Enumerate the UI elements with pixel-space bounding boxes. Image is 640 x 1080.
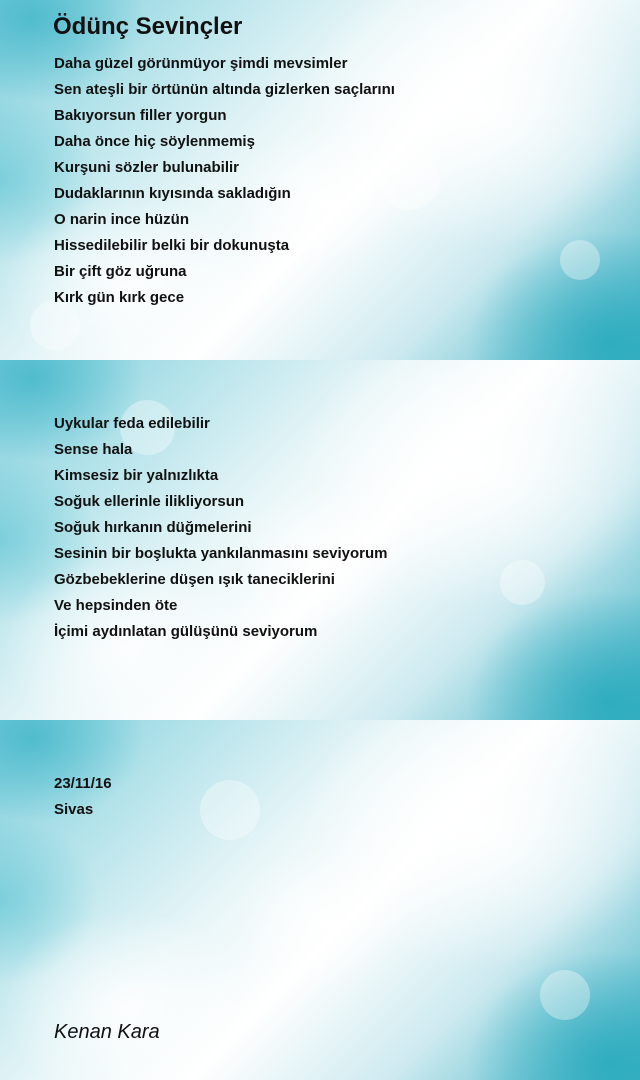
poem-line: Bakıyorsun filler yorgun bbox=[54, 107, 227, 124]
poem-date: 23/11/16 bbox=[54, 775, 112, 792]
bokeh-circle bbox=[540, 970, 590, 1020]
bokeh-circle bbox=[560, 240, 600, 280]
poem-line: Bir çift göz uğruna bbox=[54, 263, 187, 280]
poem-line: Sense hala bbox=[54, 441, 133, 458]
poem-title: Ödünç Sevinçler bbox=[53, 13, 243, 40]
poem-line: Uykular feda edilebilir bbox=[54, 415, 210, 432]
stanza-1 bbox=[54, 51, 395, 311]
poem-line: Soğuk ellerinle ilikliyorsun bbox=[54, 493, 245, 510]
poem-line: Ve hepsinden öte bbox=[54, 597, 178, 614]
poem-line: Sen ateşli bir örtünün altında gizlerken saçlarını bbox=[54, 81, 395, 98]
poem-line: Sesinin bir boşlukta yankılanmasını seviyorum bbox=[54, 545, 388, 562]
stanza-2 bbox=[54, 411, 387, 645]
poem-line: Gözbebeklerine düşen ışık taneciklerini bbox=[54, 571, 335, 588]
poem-line: Kurşuni sözler bulunabilir bbox=[54, 159, 240, 176]
poem-line: Daha güzel görünmüyor şimdi mevsimler bbox=[54, 55, 348, 72]
poem-line: Soğuk hırkanın düğmelerini bbox=[54, 519, 252, 536]
bokeh-circle bbox=[200, 780, 260, 840]
poem-line: Dudaklarının kıyısında sakladığın bbox=[54, 185, 291, 202]
poem-line: Kırk gün kırk gece bbox=[54, 289, 185, 306]
poem-place: Sivas bbox=[54, 801, 94, 818]
author-name: Kenan Kara bbox=[54, 1021, 160, 1043]
poem-line: O narin ince hüzün bbox=[54, 211, 190, 228]
date-place-block bbox=[54, 771, 112, 823]
poem-line: Hissedilebilir belki bir dokunuşta bbox=[54, 237, 290, 254]
poem-line: Daha önce hiç söylenmemiş bbox=[54, 133, 255, 150]
poem-line: Kimsesiz bir yalnızlıkta bbox=[54, 467, 219, 484]
poem-line: İçimi aydınlatan gülüşünü seviyorum bbox=[54, 623, 318, 640]
bokeh-circle bbox=[500, 560, 545, 605]
